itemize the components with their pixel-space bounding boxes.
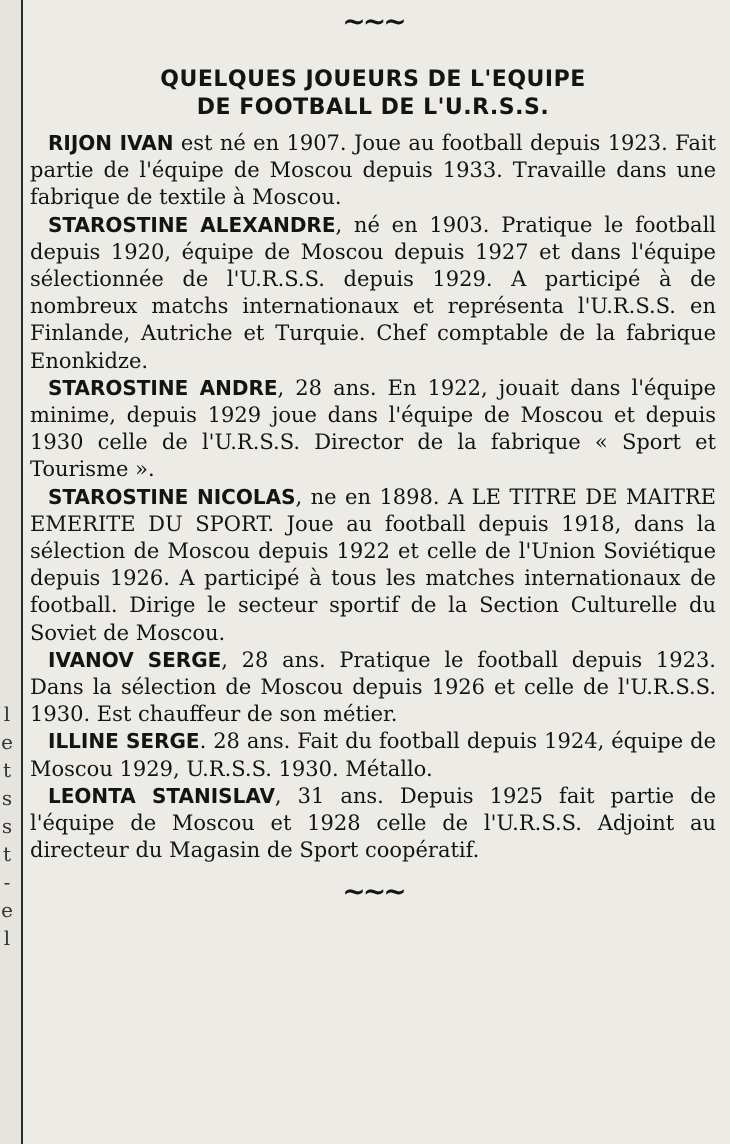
player-text: , ne en 1898. A LE TITRE DE MAITRE EMERITE DU SPORT. Joue au football depuis 1918, dans la sélection de Moscou depuis 1922 et celle de l'Union Soviétique depuis 1926. A participé à tous les matches internationaux de football. Dirige le secteur sportif de la Section Culturelle du Soviet de Moscou. [30, 484, 716, 645]
player-text: . 28 ans. Fait du football depuis 1924, équipe de Moscou 1929, U.R.S.S. 1930. Métallo. [30, 729, 716, 781]
ornament-top: ~~~ [342, 5, 404, 38]
margin-fragment: l [3, 926, 11, 950]
column-rule [21, 0, 23, 1144]
heading-line-2: DE FOOTBALL DE L'U.R.S.S. [196, 95, 550, 120]
player-name: STAROSTINE ANDRE [48, 375, 278, 400]
player-entry [30, 130, 716, 212]
margin-fragment: s [1, 814, 13, 838]
margin-fragment: l [3, 702, 11, 726]
margin-fragments [0, 700, 14, 952]
player-text: , 31 ans. Depuis 1925 fait partie de l'équipe de Moscou et 1928 celle de l'U.R.S.S. Adjoint au directeur du Magasin de Sport coopératif. [30, 783, 716, 863]
player-entry [30, 375, 716, 484]
heading-line-1: QUELQUES JOUEURS DE L'EQUIPE [160, 67, 586, 92]
player-entry [30, 728, 716, 782]
margin-fragment: e [1, 898, 13, 922]
player-entry [30, 212, 716, 375]
player-entry [30, 647, 716, 729]
player-text: , 28 ans. En 1922, jouait dans l'équipe minime, depuis 1929 joue dans l'équipe de Moscou et depuis 1930 celle de l'U.R.S.S. Director de la fabrique « Sport et Tourisme ». [30, 375, 717, 482]
ornament-bottom: ~~~ [342, 875, 404, 909]
player-name: LEONTA STANISLAV [48, 783, 275, 808]
player-text: , né en 1903. Pratique le football depuis 1920, équipe de Moscou depuis 1927 et dans l'équipe sélectionnée de l'U.R.S.S. depuis 1929. A participé à de nombreux matchs internationaux et représenta l'U.R.S.S. en Finlande, Autriche et Turquie. Chef comptable de la fabrique Enonkidze. [30, 212, 716, 373]
player-name: STAROSTINE NICOLAS [48, 484, 296, 509]
player-name: IVANOV SERGE [48, 647, 222, 672]
player-name: RIJON IVAN [48, 131, 174, 155]
left-margin-gutter [0, 0, 22, 1144]
player-text: est né en 1907. Joue au football depuis 1923. Fait partie de l'équipe de Moscou depuis 1933. Travaille dans une fabrique de textile à Moscou. [30, 131, 717, 210]
margin-fragment: - [3, 870, 11, 894]
player-name: ILLINE SERGE [48, 729, 200, 754]
margin-fragment: e [1, 730, 13, 754]
player-entry [30, 484, 716, 647]
article-column [30, 0, 716, 1144]
margin-fragment: s [1, 786, 13, 810]
player-text: , 28 ans. Pratique le football depuis 1923. Dans la sélection de Moscou depuis 1926 et celle de l'U.R.S.S. 1930. Est chauffeur de son métier. [30, 647, 716, 727]
player-entry [30, 783, 716, 865]
player-list [30, 130, 716, 864]
margin-fragment: t [2, 758, 12, 782]
margin-fragment: t [2, 842, 12, 866]
article-heading [30, 66, 716, 122]
player-name: STAROSTINE ALEXANDRE [48, 212, 336, 237]
